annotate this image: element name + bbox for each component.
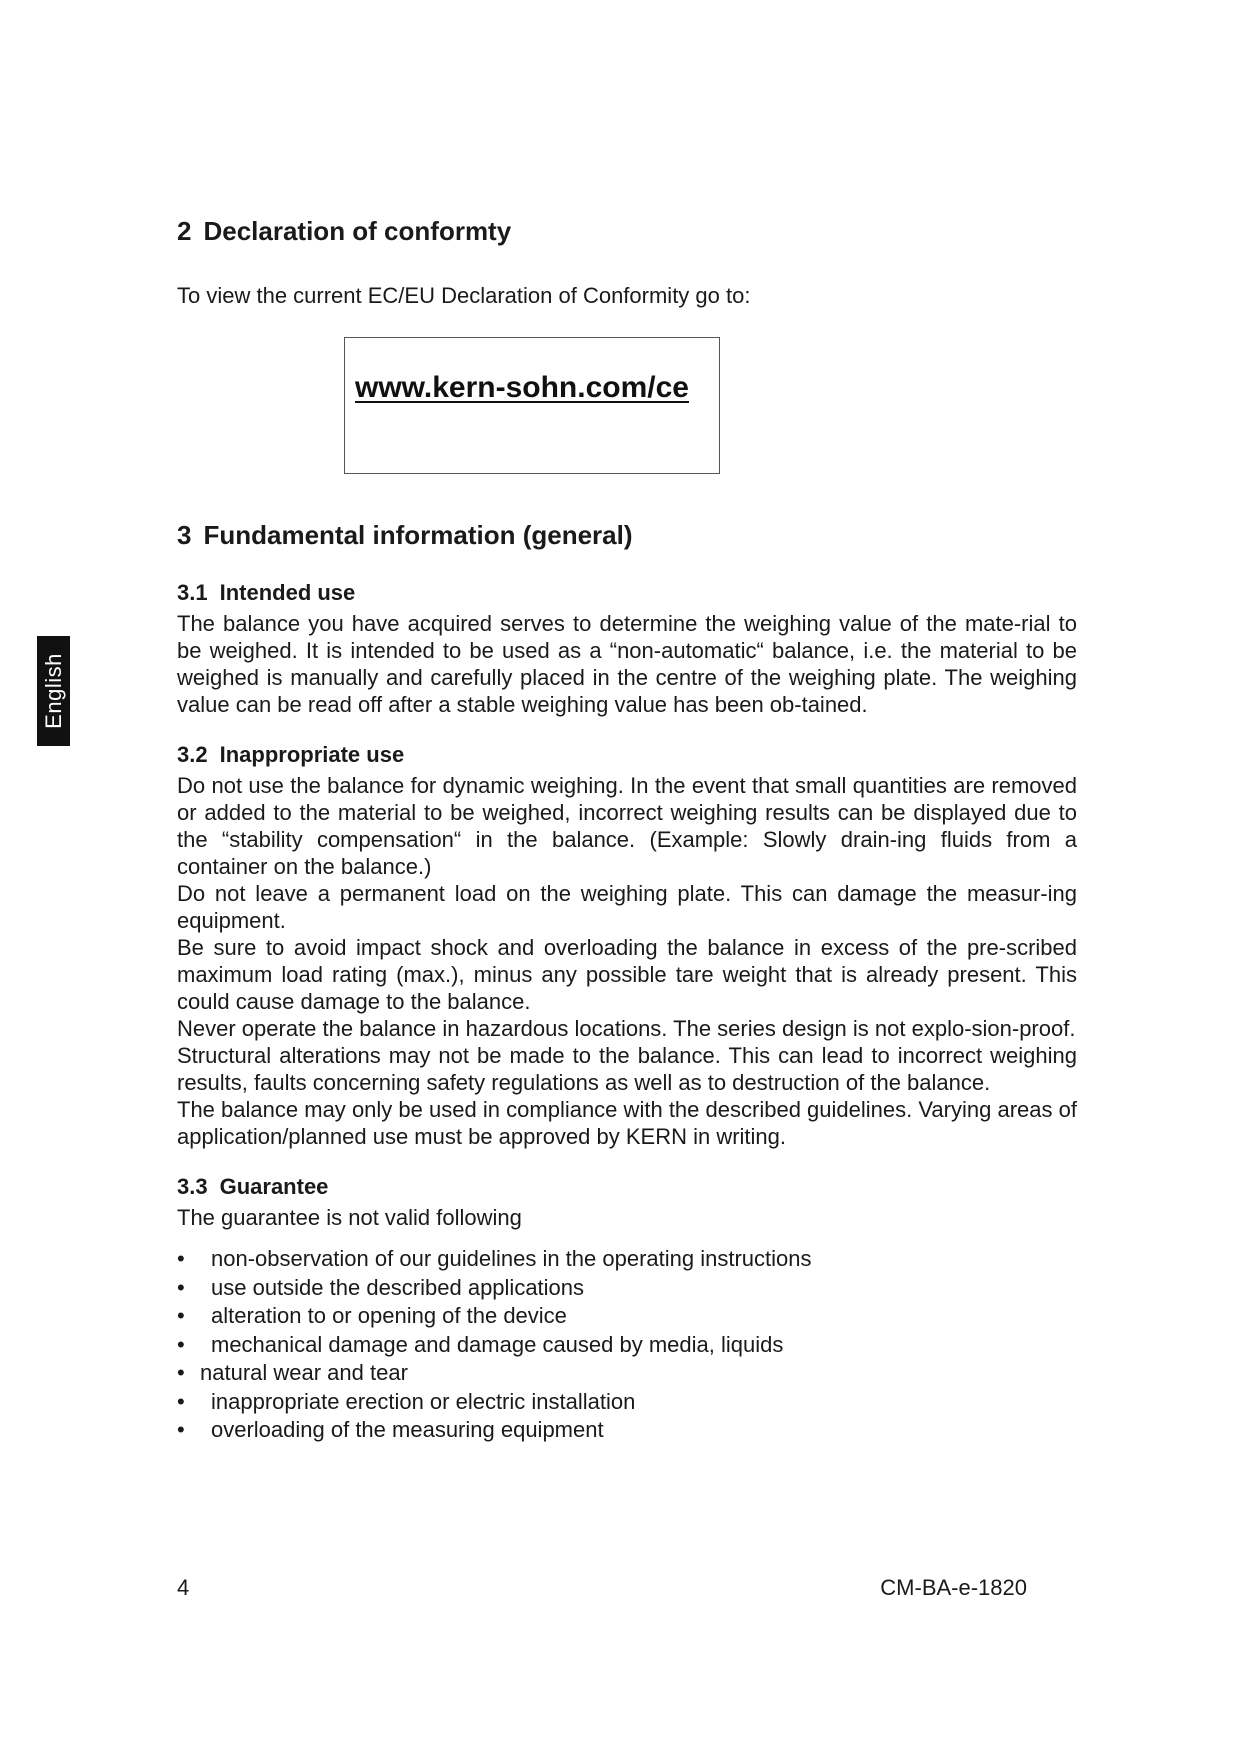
section-3-3-heading: [177, 1170, 1077, 1204]
list-item: • mechanical damage and damage caused by media, liquids: [177, 1331, 1077, 1360]
list-item: • natural wear and tear: [177, 1359, 1077, 1388]
list-item: • overloading of the measuring equipment: [177, 1416, 1077, 1445]
language-tab-label: English: [40, 653, 66, 729]
section-2-title: Declaration of conformty: [203, 216, 512, 246]
inappropriate-use-paragraph: Do not leave a permanent load on the weighing plate. This can damage the measur-ing equipment.: [177, 881, 1077, 933]
section-3-2-number: 3.2: [177, 742, 208, 767]
section-3-1-heading: [177, 576, 1077, 610]
language-tab: [37, 636, 70, 746]
declaration-intro: To view the current EC/EU Declaration of Conformity go to:: [177, 283, 751, 308]
section-3-2-heading: [177, 738, 1077, 772]
page-content: [177, 210, 1077, 1445]
list-item: • inappropriate erection or electric installation: [177, 1388, 1077, 1417]
inappropriate-use-paragraph: Be sure to avoid impact shock and overloading the balance in excess of the pre-scribed maximum load rating (max.), minus any possible tare weight that is already present. This could cause damage to the balance.: [177, 935, 1077, 1014]
section-3-3-number: 3.3: [177, 1174, 208, 1199]
document-code: CM-BA-e-1820: [880, 1575, 1027, 1600]
section-3-title: Fundamental information (general): [203, 520, 633, 550]
declaration-link-box: [344, 337, 720, 474]
inappropriate-use-paragraph: The balance may only be used in compliance with the described guidelines. Varying areas of application/planned use must be approved by KERN in writing.: [177, 1097, 1077, 1149]
list-item: • alteration to or opening of the device: [177, 1302, 1077, 1331]
section-3-2-title: Inappropriate use: [219, 742, 405, 767]
intended-use-text: The balance you have acquired serves to determine the weighing value of the mate-rial to be weighed. It is intended to be used as a “non-automatic“ balance, i.e. the material to be weighed is manually and carefully placed in the centre of the weighing plate. The weighing value can be read off after a stable weighing value has been ob-tained.: [177, 611, 1077, 717]
inappropriate-use-paragraph: Do not use the balance for dynamic weighing. In the event that small quantities are removed or added to the material to be weighed, incorrect weighing results can be displayed due to the “stability compensation“ in the balance. (Example: Slowly drain-ing fluids from a container on the balance.): [177, 773, 1077, 879]
section-3-heading: [177, 514, 1077, 556]
section-2-heading: [177, 210, 1077, 252]
inappropriate-use-paragraph: Structural alterations may not be made to the balance. This can lead to incorrect weighing results, faults concerning safety regulations as well as to destruction of the balance.: [177, 1043, 1077, 1095]
list-item: • non-observation of our guidelines in the operating instructions: [177, 1245, 1077, 1274]
list-item: • use outside the described applications: [177, 1274, 1077, 1303]
section-3-3-title: Guarantee: [219, 1174, 329, 1199]
guarantee-intro: The guarantee is not valid following: [177, 1205, 522, 1230]
guarantee-list: [177, 1245, 1077, 1445]
declaration-link[interactable]: www.kern-sohn.com/ce: [355, 371, 689, 404]
page-number: 4: [177, 1575, 190, 1600]
section-3-1-number: 3.1: [177, 580, 208, 605]
section-2-number: 2: [177, 216, 192, 246]
inappropriate-use-paragraph: Never operate the balance in hazardous locations. The series design is not explo-sion-proof.: [177, 1016, 1076, 1041]
section-3-1-title: Intended use: [219, 580, 356, 605]
section-3-number: 3: [177, 520, 192, 550]
